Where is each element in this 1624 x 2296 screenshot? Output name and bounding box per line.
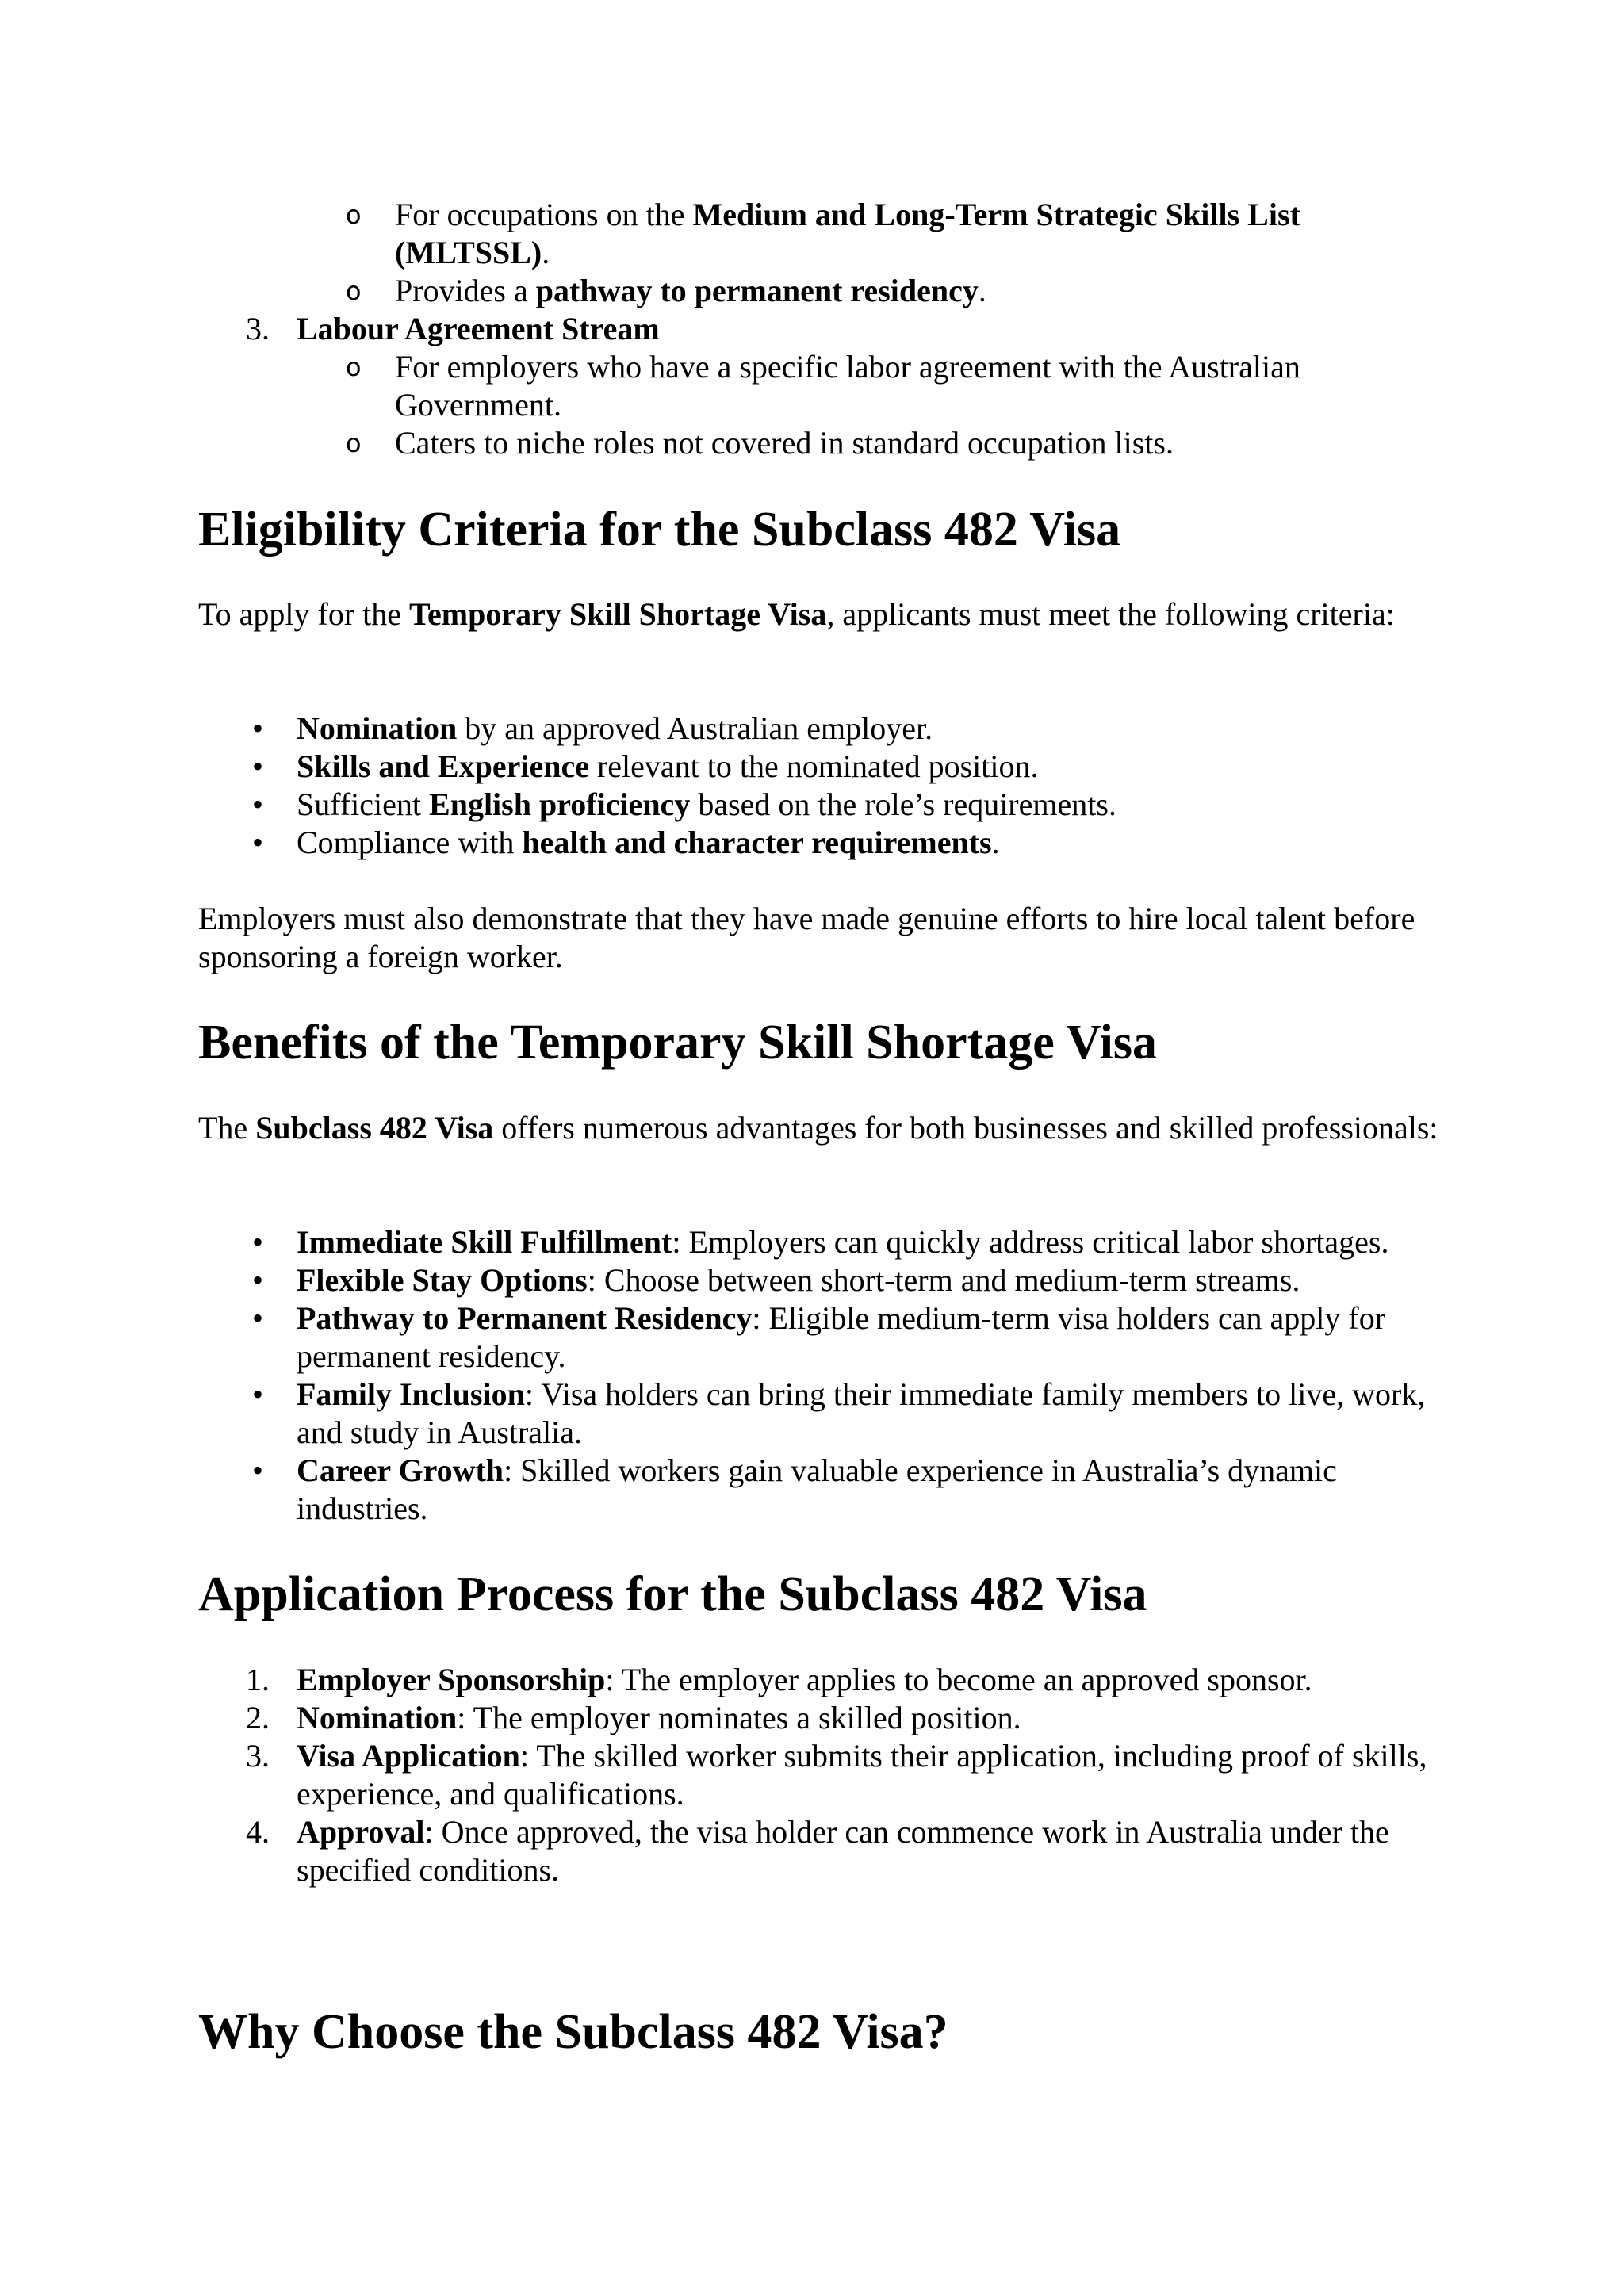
list-item — [198, 1376, 1443, 1452]
list-item — [198, 824, 1443, 862]
list-item-bold: Skills and Experience — [297, 748, 589, 784]
bullet-marker: • — [252, 710, 264, 746]
list-number: 1. — [246, 1662, 270, 1697]
numbered-item — [198, 1737, 1443, 1813]
numbered-item — [198, 1699, 1443, 1737]
list-item-text: : Once approved, the visa holder can commence work in Australia under the specified conditions. — [297, 1814, 1389, 1888]
sub-bullet-marker: o — [346, 200, 362, 230]
list-item — [198, 786, 1443, 824]
list-item-text: . — [978, 273, 986, 308]
eligibility-heading: Eligibility Criteria for the Subclass 482 Visa — [198, 503, 1121, 557]
list-item-text: by an approved Australian employer. — [457, 710, 933, 746]
numbered-item — [198, 1813, 1443, 1889]
list-item-bold: Medium and Long-Term Strategic Skills List (MLTSSL) — [395, 197, 1300, 270]
list-item-bold: Immediate Skill Fulfillment — [297, 1224, 672, 1260]
bullet-marker: • — [252, 1452, 264, 1488]
numbered-item — [198, 310, 1443, 348]
list-item-bold: Visa Application — [297, 1738, 520, 1774]
list-item-text: relevant to the nominated position. — [588, 748, 1039, 784]
list-item-bold: Flexible Stay Options — [297, 1262, 588, 1298]
list-item-bold: Approval — [297, 1814, 425, 1850]
intro-text: , applicants must meet the following criteria: — [826, 596, 1395, 632]
list-item-bold: pathway to permanent residency — [535, 273, 979, 308]
list-item-text: : Skilled workers gain valuable experience in Australia’s dynamic industries. — [297, 1452, 1337, 1526]
eligibility-bullets — [198, 710, 1443, 862]
list-item — [198, 1223, 1443, 1261]
list-item-bold: Nomination — [297, 710, 458, 746]
list-item-text: : The skilled worker submits their application, including proof of skills, experience, and qualifications. — [297, 1738, 1427, 1812]
application-heading: Application Process for the Subclass 482 Visa — [198, 1567, 1147, 1621]
intro-bold: Temporary Skill Shortage Visa — [409, 596, 827, 632]
list-item — [198, 1299, 1443, 1376]
stream-title: Labour Agreement Stream — [297, 311, 660, 346]
list-item-text: Provides a — [395, 273, 536, 308]
list-item — [198, 196, 1443, 272]
bullet-marker: • — [252, 786, 264, 822]
stream-2-sub-list — [198, 196, 1443, 310]
list-item-bold: Nomination — [297, 1700, 458, 1735]
bullet-marker: • — [252, 1300, 264, 1336]
intro-text: To apply for the — [198, 596, 410, 632]
eligibility-intro — [198, 595, 1443, 633]
list-item-text: : Choose between short-term and medium-term streams. — [587, 1262, 1300, 1298]
list-item-bold: Career Growth — [297, 1452, 504, 1488]
bullet-marker: • — [252, 1376, 264, 1412]
bullet-marker: • — [252, 825, 264, 860]
why-heading: Why Choose the Subclass 482 Visa? — [198, 2005, 948, 2059]
sub-bullet-marker: o — [346, 276, 362, 306]
list-number: 3. — [246, 1738, 270, 1774]
list-item — [198, 1261, 1443, 1299]
list-item — [198, 348, 1443, 424]
list-item-text: Sufficient — [297, 786, 430, 822]
list-item — [198, 272, 1443, 310]
list-item-text: . — [991, 825, 1000, 860]
list-item-text: : Eligible medium-term visa holders can apply for permanent residency. — [297, 1300, 1386, 1374]
list-item-text: Compliance with — [297, 825, 523, 860]
numbered-item — [198, 1661, 1443, 1699]
list-number: 4. — [246, 1814, 270, 1850]
list-item-text: Caters to niche roles not covered in standard occupation lists. — [395, 425, 1174, 461]
intro-bold: Subclass 482 Visa — [255, 1110, 494, 1146]
list-item-text: For employers who have a specific labor agreement with the Australian Government. — [395, 349, 1300, 423]
list-item-bold: Pathway to Permanent Residency — [297, 1300, 753, 1336]
eligibility-closing: Employers must also demonstrate that they have made genuine efforts to hire local talent before sponsoring a foreign worker. — [198, 901, 1415, 974]
benefits-bullets — [198, 1223, 1443, 1528]
list-item — [198, 1452, 1443, 1528]
list-item-text: : Visa holders can bring their immediate family members to live, work, and study in Australia. — [297, 1376, 1426, 1450]
list-number: 2. — [246, 1700, 270, 1735]
list-item-bold: Employer Sponsorship — [297, 1662, 606, 1697]
bullet-marker: • — [252, 1262, 264, 1298]
sub-bullet-marker: o — [346, 428, 362, 458]
benefits-intro — [198, 1109, 1443, 1147]
list-item-bold: health and character requirements — [522, 825, 992, 860]
list-item-bold: Family Inclusion — [297, 1376, 525, 1412]
list-item-text: : The employer applies to become an approved sponsor. — [605, 1662, 1312, 1697]
list-item-text: . — [542, 235, 550, 270]
sub-bullet-marker: o — [346, 352, 362, 382]
bullet-marker: • — [252, 1224, 264, 1260]
stream-3-item — [198, 310, 1443, 462]
list-number: 3. — [246, 311, 270, 346]
application-steps — [198, 1661, 1443, 1889]
bullet-marker: • — [252, 748, 264, 784]
list-item — [198, 710, 1443, 748]
list-item-text: based on the role’s requirements. — [690, 786, 1116, 822]
list-item-text: : Employers can quickly address critical labor shortages. — [672, 1224, 1389, 1260]
list-item-text: For occupations on the — [395, 197, 693, 232]
benefits-heading: Benefits of the Temporary Skill Shortage Visa — [198, 1016, 1158, 1070]
intro-text: offers numerous advantages for both businesses and skilled professionals: — [493, 1110, 1438, 1146]
list-item-bold: English proficiency — [429, 786, 691, 822]
list-item-text: : The employer nominates a skilled position. — [457, 1700, 1021, 1735]
list-item — [198, 748, 1443, 786]
list-item — [198, 424, 1443, 462]
intro-text: The — [198, 1110, 256, 1146]
